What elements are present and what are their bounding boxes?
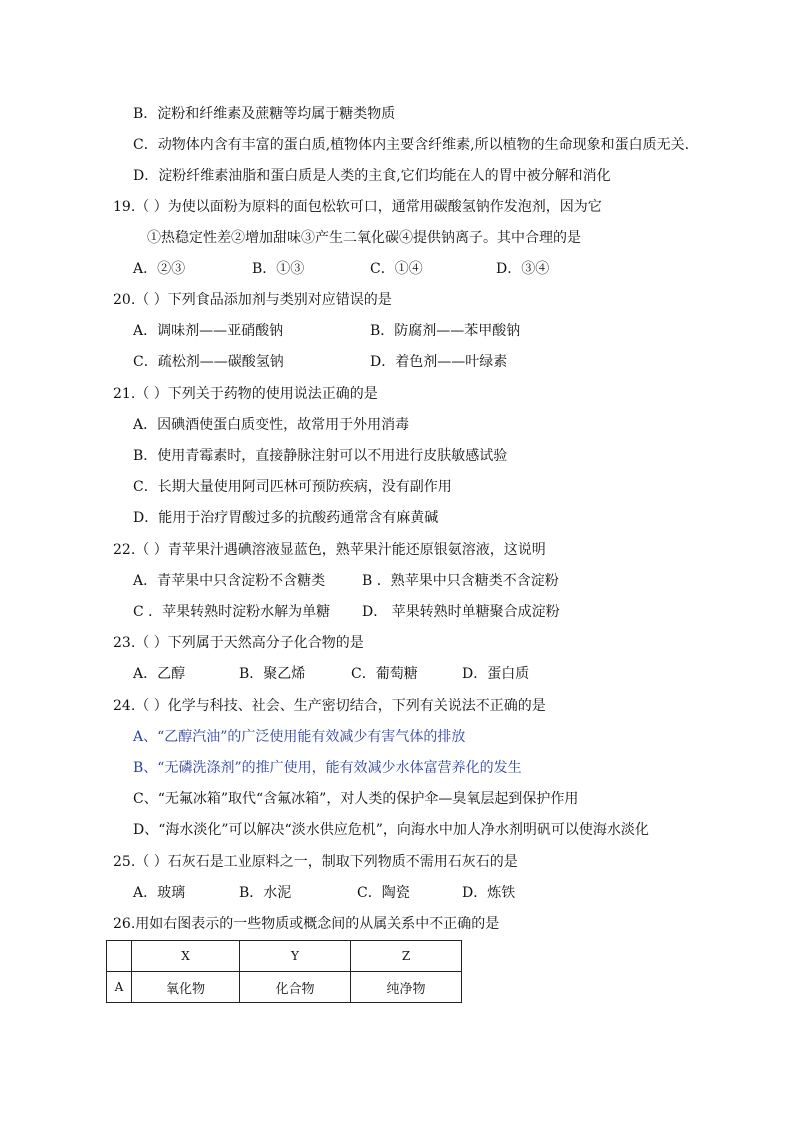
q18-option-d: D．淀粉纤维素油脂和蛋白质是人类的主食,它们均能在人的胃中被分解和消化 <box>133 168 611 184</box>
q26-stem: 26.用如右图表示的一些物质或概念间的从属关系中不正确的是 <box>113 916 500 932</box>
q20-option-b: B．防腐剂——苯甲酸钠 <box>370 323 521 339</box>
q22-option-c: C ．苹果转熟时淀粉水解为单糖 <box>133 604 331 620</box>
q25-stem: 25.（ ）石灰石是工业原料之一，制取下列物质不需用石灰石的是 <box>113 854 518 870</box>
q23-stem: 23.（ ）下列属于天然高分子化合物的是 <box>113 635 364 651</box>
table-header-cell: Y <box>240 941 351 972</box>
q25-option-c: C．陶瓷 <box>357 885 410 901</box>
table-header-cell: X <box>132 941 240 972</box>
q20-stem: 20.（ ）下列食品添加剂与类别对应错误的是 <box>113 292 392 308</box>
q24-option-c: C、“无氟冰箱”取代“含氟冰箱”，对人类的保护伞—臭氧层起到保护作用 <box>133 791 579 807</box>
q19-options <box>133 260 733 278</box>
q22-option-b: B ．熟苹果中只含糖类不含淀粉 <box>362 573 559 589</box>
q23-option-a: A．乙醇 <box>133 666 186 682</box>
table-cell: 化合物 <box>240 972 351 1003</box>
table-cell: 纯净物 <box>351 972 462 1003</box>
q19-option-a: A．②③ <box>133 261 186 277</box>
q19-sub: ①热稳定性差②增加甜味③产生二氧化碳④提供钠离子。其中合理的是 <box>147 230 581 246</box>
q19-option-c: C．①④ <box>370 261 423 277</box>
table-header-row <box>107 941 462 972</box>
q20-option-c: C．疏松剂——碳酸氢钠 <box>133 354 284 370</box>
q25-option-a: A．玻璃 <box>133 885 186 901</box>
q23-options <box>133 665 733 683</box>
q21-option-d: D．能用于治疗胃酸过多的抗酸药通常含有麻黄碱 <box>133 510 439 526</box>
q22-options-row2 <box>133 603 733 621</box>
q24-option-d: D、“海水淡化”可以解决“淡水供应危机”，向海水中加人净水剂明矾可以使海水淡化 <box>133 822 649 838</box>
q25-option-b: B．水泥 <box>239 885 292 901</box>
q25-options <box>133 884 733 902</box>
table-row <box>107 972 462 1003</box>
table-cell: A <box>107 972 132 1003</box>
q20-option-a: A．调味剂——亚硝酸钠 <box>133 323 284 339</box>
q20-options-row1 <box>133 322 733 340</box>
q19-stem: 19.（ ）为使以面粉为原料的面包松软可口，通常用碳酸氢钠作发泡剂，因为它 <box>113 199 602 215</box>
q21-option-a: A．因碘酒使蛋白质变性，故常用于外用消毒 <box>133 417 410 433</box>
q23-option-d: D．蛋白质 <box>462 666 530 682</box>
q22-options-row1 <box>133 572 733 590</box>
table-cell: 氧化物 <box>132 972 240 1003</box>
q25-option-d: D．炼铁 <box>462 885 516 901</box>
q24-option-b: B、“无磷洗涤剂”的推广使用，能有效减少水体富营养化的发生 <box>133 760 522 776</box>
q19-option-d: D．③④ <box>496 261 550 277</box>
q21-stem: 21.（ ）下列关于药物的使用说法正确的是 <box>113 386 378 402</box>
q20-option-d: D．着色剂——叶绿素 <box>370 354 508 370</box>
q18-option-c: C．动物体内含有丰富的蛋白质,植物体内主要含纤维素,所以植物的生命现象和蛋白质无关. <box>133 137 690 153</box>
q22-option-a: A．青苹果中只含淀粉不含糖类 <box>133 573 326 589</box>
q22-stem: 22.（ ）青苹果汁遇碘溶液显蓝色，熟苹果汁能还原银氨溶液，这说明 <box>113 542 546 558</box>
q21-option-b: B．使用青霉素时，直接静脉注射可以不用进行皮肤敏感试验 <box>133 448 508 464</box>
q23-option-b: B．聚乙烯 <box>239 666 306 682</box>
q24-stem: 24.（ ）化学与科技、社会、生产密切结合，下列有关说法不正确的是 <box>113 698 546 714</box>
table-header-cell: Z <box>351 941 462 972</box>
q21-option-c: C．长期大量使用阿司匹林可预防疾病，没有副作用 <box>133 479 452 495</box>
table-header-cell <box>107 941 132 972</box>
q23-option-c: C．葡萄糖 <box>351 666 418 682</box>
q24-option-a: A、“乙醇汽油”的广泛使用能有效减少有害气体的排放 <box>133 729 466 745</box>
q19-option-b: B．①③ <box>252 261 305 277</box>
q18-option-b: B．淀粉和纤维素及蔗糖等均属于糖类物质 <box>133 106 396 122</box>
q26-table <box>106 940 462 1003</box>
q22-option-d: D． 苹果转熟时单糖聚合成淀粉 <box>362 604 560 620</box>
q20-options-row2 <box>133 353 733 371</box>
